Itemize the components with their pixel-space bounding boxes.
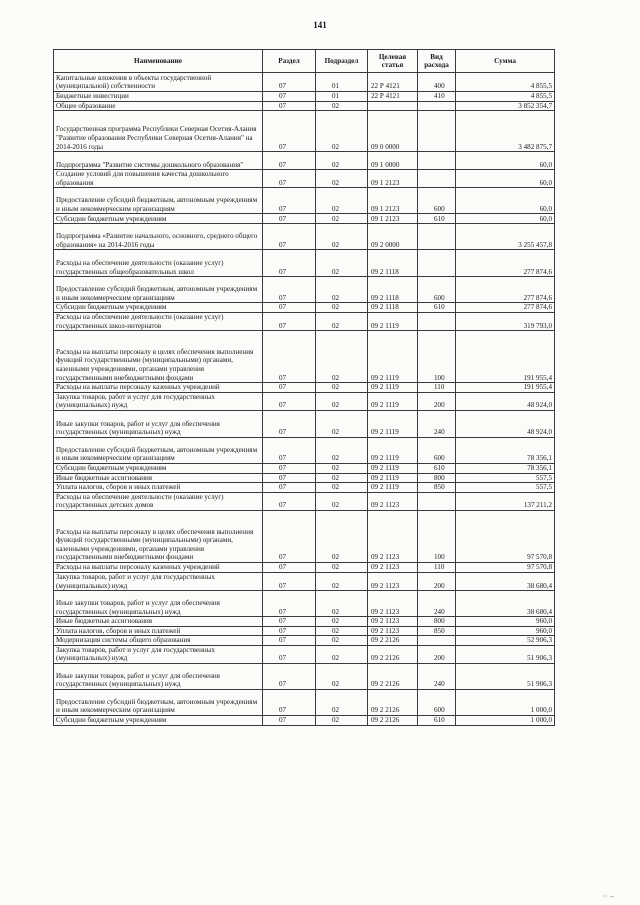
row-target: 09 2 2126 <box>368 664 418 690</box>
row-expense-type: 850 <box>418 626 456 636</box>
row-sum: 557,5 <box>456 483 555 493</box>
row-subsection: 02 <box>316 188 368 214</box>
row-subsection: 02 <box>316 463 368 473</box>
row-target: 09 2 1118 <box>368 277 418 303</box>
row-target: 09 2 1123 <box>368 572 418 590</box>
row-target: 09 2 1119 <box>368 463 418 473</box>
row-expense-type: 800 <box>418 473 456 483</box>
table-row <box>54 383 555 393</box>
table-row <box>54 214 555 224</box>
row-target: 09 2 1123 <box>368 626 418 636</box>
row-expense-type: 100 <box>418 510 456 562</box>
row-subsection: 02 <box>316 617 368 627</box>
row-name: Предоставление субсидий бюджетным, автономным учреждениям и иным некоммерческим организациям <box>54 437 263 463</box>
row-subsection: 02 <box>316 331 368 383</box>
row-name: Уплата налогов, сборов и иных платежей <box>54 626 263 636</box>
row-sum: 1 000,0 <box>456 690 555 716</box>
row-section: 07 <box>263 510 316 562</box>
row-name: Модернизация системы общего образования <box>54 636 263 646</box>
table-row <box>54 636 555 646</box>
row-name: Иные закупки товаров, работ и услуг для обеспечения государственных (муниципальных) нужд <box>54 591 263 617</box>
row-expense-type: 800 <box>418 617 456 627</box>
row-subsection: 02 <box>316 645 368 663</box>
row-section: 07 <box>263 111 316 152</box>
row-sum: 4 855,5 <box>456 92 555 102</box>
row-expense-type <box>418 111 456 152</box>
table-row <box>54 617 555 627</box>
table-row <box>54 572 555 590</box>
row-subsection: 02 <box>316 572 368 590</box>
row-expense-type: 240 <box>418 410 456 437</box>
row-target: 09 2 1119 <box>368 331 418 383</box>
row-expense-type: 200 <box>418 572 456 590</box>
row-sum: 960,0 <box>456 617 555 627</box>
table-row <box>54 463 555 473</box>
table-row <box>54 111 555 152</box>
table-row <box>54 73 555 92</box>
row-name: Капитальные вложения в объекты государственной (муниципальной) собственности <box>54 73 263 92</box>
row-name: Расходы на обеспечение деятельности (оказание услуг) государственных детских домов <box>54 492 263 510</box>
row-target: 09 2 1123 <box>368 562 418 572</box>
table-row <box>54 152 555 170</box>
table-row <box>54 690 555 716</box>
row-name: Предоставление субсидий бюджетным, автономным учреждениям и иным некоммерческим организациям <box>54 277 263 303</box>
row-expense-type <box>418 636 456 646</box>
row-sum: 51 906,3 <box>456 645 555 663</box>
row-name: Общее образование <box>54 101 263 111</box>
row-target: 22 Р 4121 <box>368 73 418 92</box>
row-section: 07 <box>263 92 316 102</box>
table-row <box>54 510 555 562</box>
row-target: 09 2 2126 <box>368 645 418 663</box>
row-expense-type <box>418 101 456 111</box>
row-target: 09 2 1119 <box>368 483 418 493</box>
row-name: Уплата налогов, сборов и иных платежей <box>54 483 263 493</box>
row-subsection: 01 <box>316 92 368 102</box>
row-section: 07 <box>263 716 316 726</box>
row-sum: 60,0 <box>456 152 555 170</box>
row-target: 09 2 1118 <box>368 250 418 277</box>
row-expense-type <box>418 492 456 510</box>
row-sum: 1 000,0 <box>456 716 555 726</box>
row-expense-type: 600 <box>418 690 456 716</box>
row-section: 07 <box>263 224 316 250</box>
row-name: Расходы на выплаты персоналу в целях обеспечения выполнения функций государственными (муниципальными) органами, казенными учреждениями, органами управления государственными внебюджетными фондами <box>54 331 263 383</box>
row-expense-type: 410 <box>418 92 456 102</box>
row-section: 07 <box>263 331 316 383</box>
table-row <box>54 188 555 214</box>
row-section: 07 <box>263 277 316 303</box>
header-name: Наименование <box>54 50 263 73</box>
row-name: Субсидии бюджетным учреждениям <box>54 463 263 473</box>
row-name: Закупка товаров, работ и услуг для государственных (муниципальных) нужд <box>54 392 263 410</box>
row-target: 09 2 1123 <box>368 510 418 562</box>
row-subsection: 02 <box>316 224 368 250</box>
table-row <box>54 277 555 303</box>
table-row <box>54 645 555 663</box>
row-target: 09 2 1119 <box>368 392 418 410</box>
row-section: 07 <box>263 664 316 690</box>
row-section: 07 <box>263 645 316 663</box>
table-row <box>54 392 555 410</box>
row-section: 07 <box>263 383 316 393</box>
row-name: Расходы на обеспечение деятельности (оказание услуг) государственных школ-интернатов <box>54 312 263 330</box>
row-section: 07 <box>263 617 316 627</box>
row-name: Государственная программа Республики Северная Осетия-Алания "Развитие образования Республики Северная Осетия-Алания" на 2014-2016 годы <box>54 111 263 152</box>
row-section: 07 <box>263 152 316 170</box>
row-target: 09 2 0000 <box>368 224 418 250</box>
row-name: Расходы на выплаты персоналу казенных учреждений <box>54 562 263 572</box>
row-sum: 277 874,6 <box>456 277 555 303</box>
row-sum: 51 906,3 <box>456 664 555 690</box>
row-subsection: 01 <box>316 73 368 92</box>
row-subsection: 02 <box>316 312 368 330</box>
row-target: 09 2 1119 <box>368 437 418 463</box>
row-expense-type: 200 <box>418 645 456 663</box>
row-subsection: 02 <box>316 152 368 170</box>
row-name: Подпрограмма «Развитие начального, основного, среднего общего образования» на 2014-2016 годы <box>54 224 263 250</box>
row-subsection: 02 <box>316 111 368 152</box>
row-name: Субсидии бюджетным учреждениям <box>54 716 263 726</box>
table-row <box>54 224 555 250</box>
row-expense-type: 110 <box>418 562 456 572</box>
row-sum: 319 793,0 <box>456 312 555 330</box>
row-target: 09 0 0000 <box>368 111 418 152</box>
row-expense-type <box>418 250 456 277</box>
table-row <box>54 410 555 437</box>
table-row <box>54 92 555 102</box>
row-expense-type: 850 <box>418 483 456 493</box>
header-sum: Сумма <box>456 50 555 73</box>
row-sum: 97 570,8 <box>456 562 555 572</box>
row-name: Бюджетные инвестиции <box>54 92 263 102</box>
row-name: Закупка товаров, работ и услуг для государственных (муниципальных) нужд <box>54 572 263 590</box>
table-row <box>54 303 555 313</box>
row-sum: 78 356,1 <box>456 437 555 463</box>
row-name: Расходы на выплаты персоналу в целях обеспечения выполнения функций государственными (муниципальными) органами, казенными учреждениями, органами управления государственными внебюджетными фондами <box>54 510 263 562</box>
table-row <box>54 483 555 493</box>
table-row <box>54 101 555 111</box>
table-body <box>54 73 555 726</box>
row-subsection: 02 <box>316 591 368 617</box>
header-section: Раздел <box>263 50 316 73</box>
row-expense-type: 610 <box>418 303 456 313</box>
row-target: 09 1 0000 <box>368 152 418 170</box>
row-sum: 38 680,4 <box>456 591 555 617</box>
row-target: 09 2 2126 <box>368 716 418 726</box>
row-section: 07 <box>263 473 316 483</box>
row-expense-type: 240 <box>418 664 456 690</box>
row-name: Иные закупки товаров, работ и услуг для обеспечения государственных (муниципальных) нужд <box>54 410 263 437</box>
row-section: 07 <box>263 214 316 224</box>
row-target <box>368 101 418 111</box>
table-row <box>54 250 555 277</box>
row-sum: 277 874,6 <box>456 303 555 313</box>
row-target: 09 2 1123 <box>368 492 418 510</box>
row-sum: 97 570,8 <box>456 510 555 562</box>
row-section: 07 <box>263 437 316 463</box>
row-section: 07 <box>263 483 316 493</box>
row-name: Подпрограмма "Развитие системы дошкольного образования" <box>54 152 263 170</box>
budget-table <box>53 49 555 726</box>
row-subsection: 02 <box>316 626 368 636</box>
row-sum: 48 924,0 <box>456 392 555 410</box>
row-sum: 60,0 <box>456 170 555 188</box>
table-row <box>54 331 555 383</box>
row-expense-type: 610 <box>418 716 456 726</box>
row-section: 07 <box>263 73 316 92</box>
row-expense-type: 610 <box>418 463 456 473</box>
table-row <box>54 591 555 617</box>
row-sum: 191 955,4 <box>456 331 555 383</box>
row-sum: 3 255 457,8 <box>456 224 555 250</box>
row-subsection: 02 <box>316 690 368 716</box>
row-section: 07 <box>263 690 316 716</box>
row-name: Субсидии бюджетным учреждениям <box>54 214 263 224</box>
row-expense-type: 100 <box>418 331 456 383</box>
row-sum: 38 680,4 <box>456 572 555 590</box>
row-section: 07 <box>263 463 316 473</box>
row-sum: 4 855,5 <box>456 73 555 92</box>
row-target: 09 2 1119 <box>368 473 418 483</box>
row-name: Иные бюджетные ассигнования <box>54 617 263 627</box>
row-sum: 78 356,1 <box>456 463 555 473</box>
row-target: 09 1 2123 <box>368 188 418 214</box>
row-sum: 60,0 <box>456 214 555 224</box>
row-sum: 3 852 354,7 <box>456 101 555 111</box>
header-expense-type: Вид расхода <box>418 50 456 73</box>
row-expense-type: 200 <box>418 392 456 410</box>
row-sum: 52 906,3 <box>456 636 555 646</box>
row-target: 09 2 1119 <box>368 383 418 393</box>
row-section: 07 <box>263 250 316 277</box>
row-expense-type: 600 <box>418 437 456 463</box>
row-subsection: 02 <box>316 101 368 111</box>
row-sum: 3 482 875,7 <box>456 111 555 152</box>
row-target: 09 2 2126 <box>368 636 418 646</box>
header-target: Целевая статья <box>368 50 418 73</box>
row-target: 09 2 1123 <box>368 591 418 617</box>
row-name: Расходы на выплаты персоналу казенных учреждений <box>54 383 263 393</box>
row-target: 09 1 2123 <box>368 170 418 188</box>
row-subsection: 02 <box>316 303 368 313</box>
row-subsection: 02 <box>316 562 368 572</box>
row-section: 07 <box>263 392 316 410</box>
row-subsection: 02 <box>316 250 368 277</box>
row-target: 09 2 1119 <box>368 312 418 330</box>
row-expense-type: 600 <box>418 277 456 303</box>
row-expense-type: 110 <box>418 383 456 393</box>
table-row <box>54 312 555 330</box>
row-subsection: 02 <box>316 170 368 188</box>
row-target: 09 2 1118 <box>368 303 418 313</box>
row-section: 07 <box>263 312 316 330</box>
row-expense-type: 600 <box>418 188 456 214</box>
row-section: 07 <box>263 572 316 590</box>
row-expense-type <box>418 170 456 188</box>
row-expense-type <box>418 312 456 330</box>
row-subsection: 02 <box>316 473 368 483</box>
row-subsection: 02 <box>316 664 368 690</box>
row-subsection: 02 <box>316 716 368 726</box>
row-name: Иные закупки товаров, работ и услуг для обеспечения государственных (муниципальных) нужд <box>54 664 263 690</box>
row-sum: 48 924,0 <box>456 410 555 437</box>
row-sum: 191 955,4 <box>456 383 555 393</box>
row-expense-type: 610 <box>418 214 456 224</box>
row-sum: 60,0 <box>456 188 555 214</box>
row-name: Иные бюджетные ассигнования <box>54 473 263 483</box>
page-number: 141 <box>313 20 327 30</box>
table-row <box>54 562 555 572</box>
row-section: 07 <box>263 188 316 214</box>
table-row <box>54 170 555 188</box>
row-name: Предоставление субсидий бюджетным, автономным учреждениям и иным некоммерческим организациям <box>54 690 263 716</box>
row-section: 07 <box>263 101 316 111</box>
table-row <box>54 437 555 463</box>
row-section: 07 <box>263 562 316 572</box>
row-name: Субсидии бюджетным учреждениям <box>54 303 263 313</box>
row-subsection: 02 <box>316 383 368 393</box>
row-subsection: 02 <box>316 437 368 463</box>
footer-mark: ·· – <box>602 892 614 901</box>
row-expense-type <box>418 152 456 170</box>
row-subsection: 02 <box>316 483 368 493</box>
header-subsection: Подраздел <box>316 50 368 73</box>
table-row <box>54 626 555 636</box>
table-row <box>54 473 555 483</box>
row-subsection: 02 <box>316 492 368 510</box>
row-target: 09 2 2126 <box>368 690 418 716</box>
table-row <box>54 664 555 690</box>
table-row <box>54 716 555 726</box>
row-section: 07 <box>263 410 316 437</box>
row-subsection: 02 <box>316 214 368 224</box>
table-header-row <box>54 50 555 73</box>
row-expense-type: 400 <box>418 73 456 92</box>
row-subsection: 02 <box>316 510 368 562</box>
row-target: 22 Р 4121 <box>368 92 418 102</box>
row-section: 07 <box>263 492 316 510</box>
row-subsection: 02 <box>316 277 368 303</box>
row-expense-type <box>418 224 456 250</box>
row-name: Закупка товаров, работ и услуг для государственных (муниципальных) нужд <box>54 645 263 663</box>
row-target: 09 1 2123 <box>368 214 418 224</box>
row-subsection: 02 <box>316 392 368 410</box>
row-name: Предоставление субсидий бюджетным, автономным учреждениям и иным некоммерческим организациям <box>54 188 263 214</box>
row-expense-type: 240 <box>418 591 456 617</box>
row-section: 07 <box>263 303 316 313</box>
row-subsection: 02 <box>316 410 368 437</box>
row-name: Расходы на обеспечение деятельности (оказание услуг) государственных общеобразовательных школ <box>54 250 263 277</box>
row-section: 07 <box>263 636 316 646</box>
row-target: 09 2 1119 <box>368 410 418 437</box>
row-subsection: 02 <box>316 636 368 646</box>
row-sum: 277 874,6 <box>456 250 555 277</box>
row-section: 07 <box>263 626 316 636</box>
row-section: 07 <box>263 170 316 188</box>
row-sum: 960,0 <box>456 626 555 636</box>
row-sum: 557,5 <box>456 473 555 483</box>
table-row <box>54 492 555 510</box>
row-sum: 137 211,2 <box>456 492 555 510</box>
row-name: Создание условий для повышения качества дошкольного образования <box>54 170 263 188</box>
row-target: 09 2 1123 <box>368 617 418 627</box>
row-section: 07 <box>263 591 316 617</box>
